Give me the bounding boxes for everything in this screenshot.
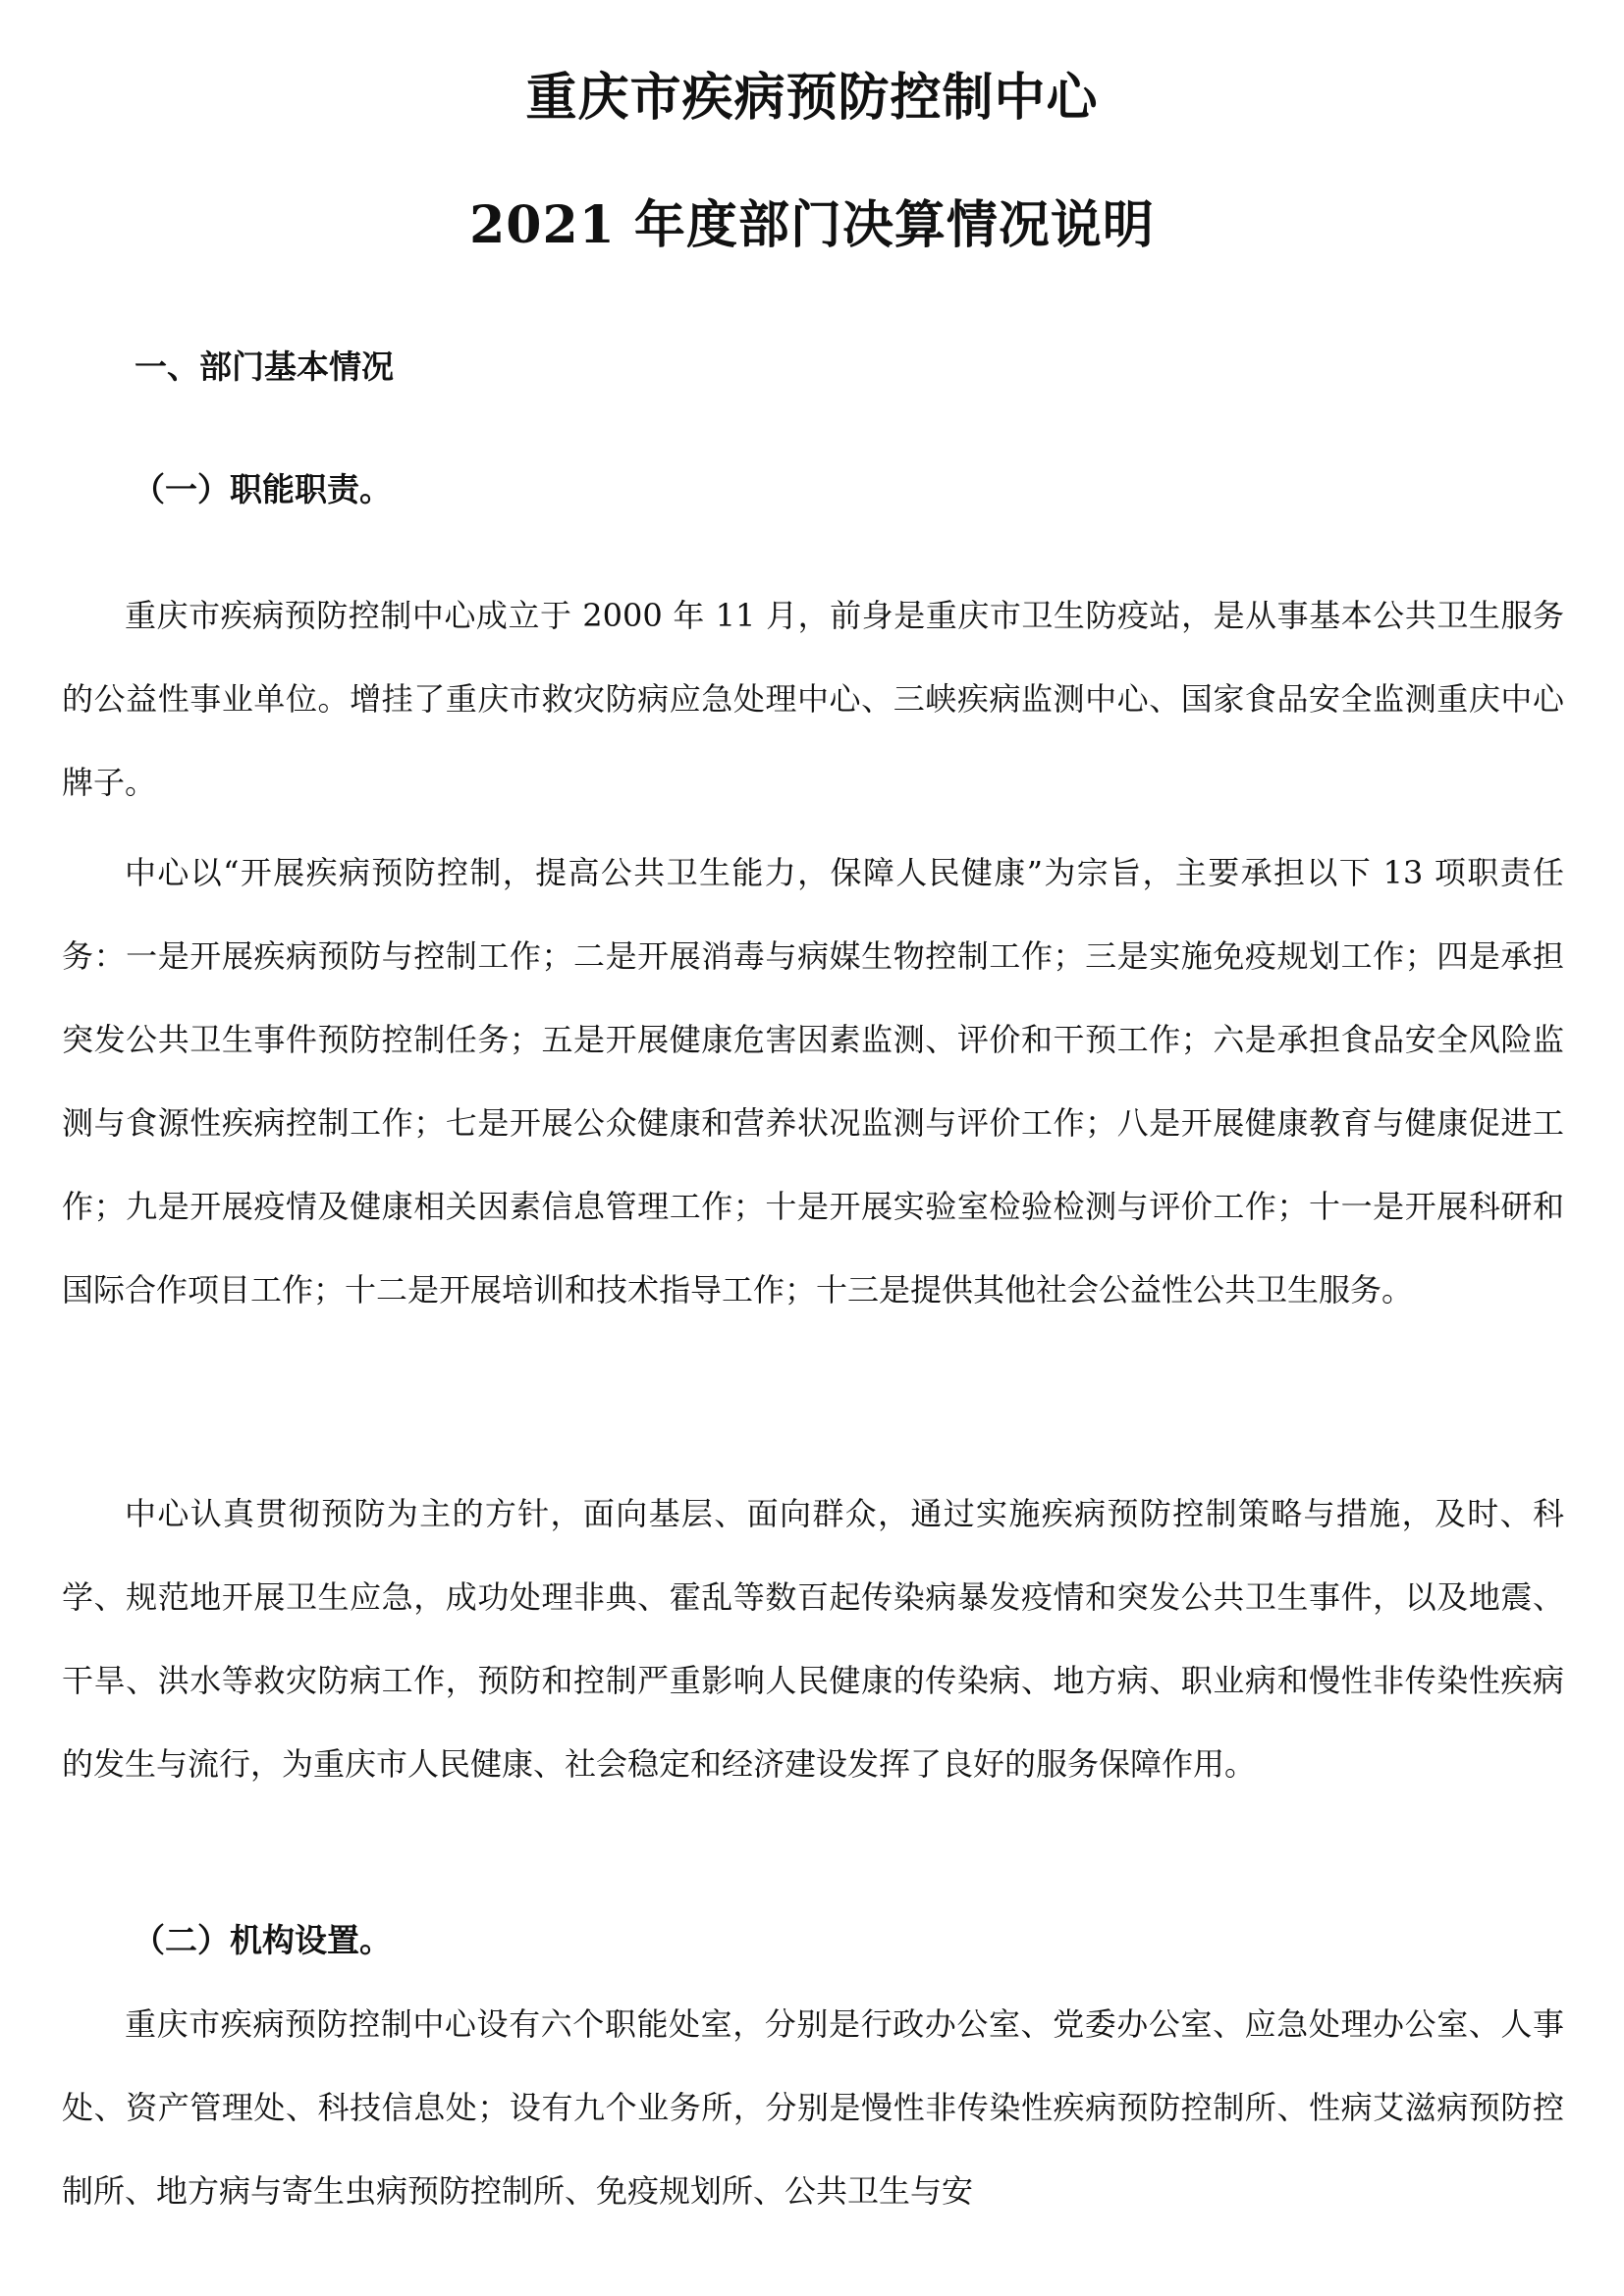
paragraph-achievements: 中心认真贯彻预防为主的方针，面向基层、面向群众，通过实施疾病预防控制策略与措施，及时、科学、规范地开展卫生应急，成功处理非典、霍乱等数百起传染病暴发疫情和突发公共卫生事件，以及地震、干旱、洪水等救灾防病工作，预防和控制严重影响人民健康的传染病、地方病、职业病和慢性非传染性疾病的发生与流行，为重庆市人民健康、社会稳定和经济建设发挥了良好的服务保障作用。 xyxy=(62,1495,1564,1783)
paragraph-responsibilities: 中心以“开展疾病预防控制，提高公共卫生能力，保障人民健康”为宗旨，主要承担以下 13 项职责任务：一是开展疾病预防与控制工作；二是开展消毒与病媒生物控制工作；三是实施免疫规划工作；四是承担突发公共卫生事件预防控制任务；五是开展健康危害因素监测、评价和干预工作；六是承担食品安全风险监测与食源性疾病控制工作；七是开展公众健康和营养状况监测与评价工作；八是开展健康教育与健康促进工作；九是开展疫情及健康相关因素信息管理工作；十是开展实验室检验检测与评价工作；十一是开展科研和国际合作项目工作；十二是开展培训和技术指导工作；十三是提供其他社会公益性公共卫生服务。 xyxy=(62,854,1564,1308)
section-heading-basic-info: 一、部门基本情况 xyxy=(135,347,394,386)
subsection-heading-organization: （二）机构设置。 xyxy=(133,1921,392,1959)
document-title-line2: 2021 年度部门决算情况说明 xyxy=(469,195,1155,255)
subsection-heading-functions: （一）职能职责。 xyxy=(133,470,392,508)
paragraph-founding: 重庆市疾病预防控制中心成立于 2000 年 11 月，前身是重庆市卫生防疫站，是从事基本公共卫生服务的公益性事业单位。增挂了重庆市救灾防病应急处理中心、三峡疾病监测中心、国家食品安全监测重庆中心牌子。 xyxy=(62,597,1564,801)
paragraph-organization: 重庆市疾病预防控制中心设有六个职能处室，分别是行政办公室、党委办公室、应急处理办公室、人事处、资产管理处、科技信息处；设有九个业务所，分别是慢性非传染性疾病预防控制所、性病艾滋病预防控制所、地方病与寄生虫病预防控制所、免疫规划所、公共卫生与安 xyxy=(62,2005,1564,2210)
document-title-line1: 重庆市疾病预防控制中心 xyxy=(525,68,1099,128)
